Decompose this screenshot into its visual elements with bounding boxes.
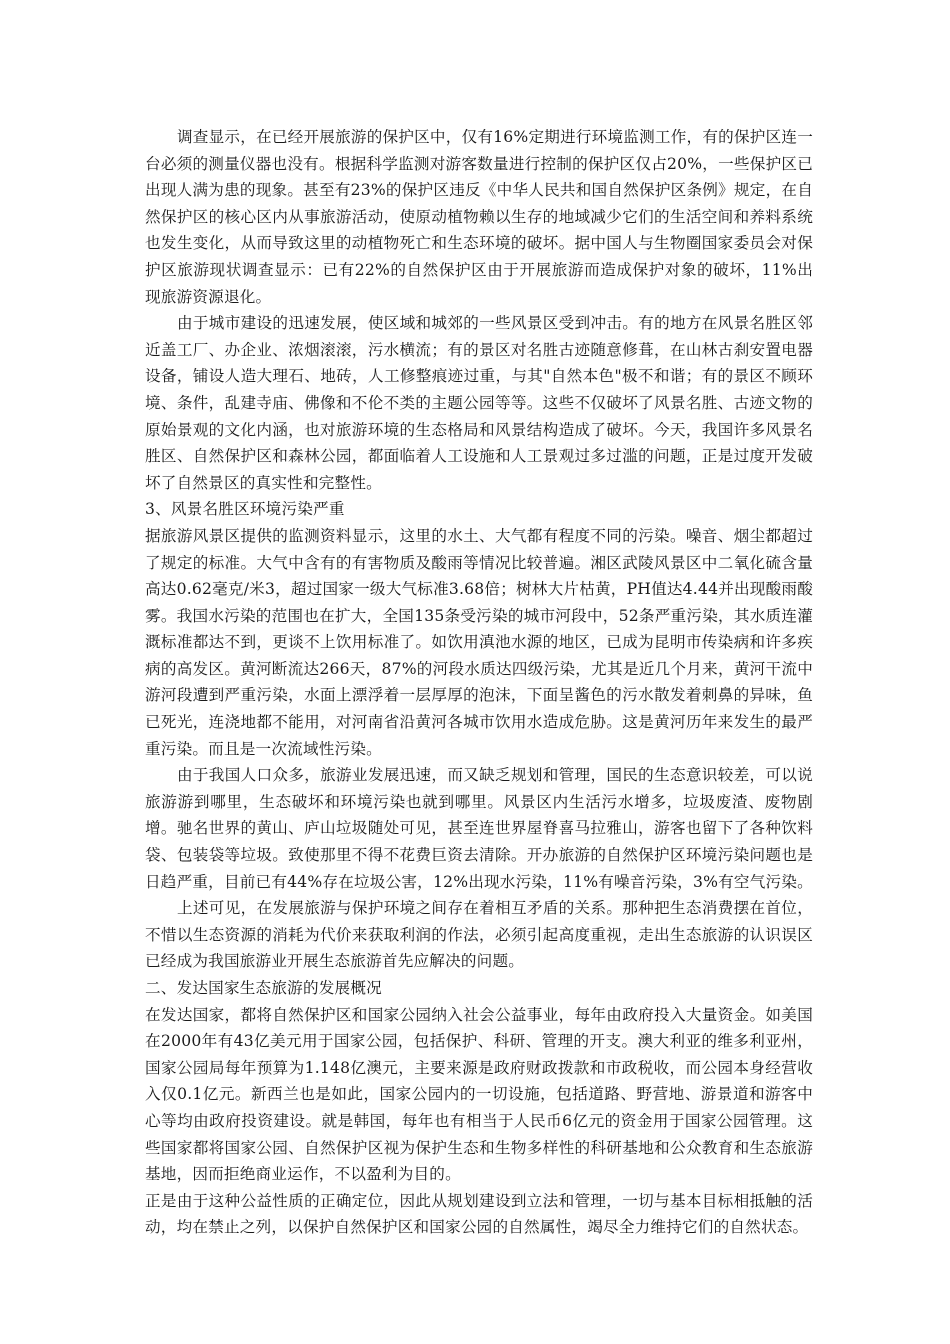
- paragraph-population: 由于我国人口众多，旅游业发展迅速，而又缺乏规划和管理，国民的生态意识较差，可以说旅游游到哪里，生态破坏和环境污染也就到哪里。风景区内生活污水增多，垃圾废渣、废物剧增。驰名世界的黄山、庐山垃圾随处可见，甚至连世界屋脊喜马拉雅山，游客也留下了各种饮料袋、包装袋等垃圾。致使那里不得不花费巨资去清除。开办旅游的自然保护区环境污染问题也是日趋严重，目前已有44%存在垃圾公害，12%出现水污染，11%有噪音污染，3%有空气污染。: [145, 766, 813, 891]
- paragraph-monitoring-data: 据旅游风景区提供的监测资料显示，这里的水土、大气都有程度不同的污染。噪音、烟尘都超过了规定的标准。大气中含有的有害物质及酸雨等情况比较普遍。湘区武陵风景区中二氧化硫含量高达0.62毫克/米3，超过国家一级大气标准3.68倍；树林大片枯黄，PH值达4.44并出现酸雨酸雾。我国水污染的范围也在扩大，全国135条受污染的城市河段中，52条严重污染，其水质连灌溉标准都达不到，更谈不上饮用标准了。如饮用滇池水源的地区，已成为昆明市传染病和许多疾病的高发区。黄河断流达266天，87%的河段水质达四级污染，尤其是近几个月来，黄河干流中游河段遭到严重污染，水面上漂浮着一层厚厚的泡沫，下面呈酱色的污水散发着刺鼻的异味，鱼已死光，连浇地都不能用，对河南省沿黄河各城市饮用水造成危胁。这是黄河历年来发生的最严重污染。而且是一次流域性污染。: [145, 526, 813, 758]
- paragraph-developed-countries: 在发达国家，都将自然保护区和国家公园纳入社会公益事业，每年由政府投入大量资金。如美国在2000年有43亿美元用于国家公园，包括保护、科研、管理的开支。澳大利亚的维多利亚州，国家公园局每年预算为1.148亿澳元，主要来源是政府财政拨款和市政税收，而公园本身经营收入仅0.1亿元。新西兰也是如此，国家公园内的一切设施，包括道路、野营地、游景道和游客中心等均由政府投资建设。就是韩国，每年也有相当于人民币6亿元的资金用于国家公园管理。这些国家都将国家公园、自然保护区视为保护生态和生物多样性的科研基地和公众教育和生态旅游基地，因而拒绝商业运作，不以盈利为目的。: [145, 1005, 813, 1184]
- document-body: [145, 124, 813, 1241]
- paragraph-survey: 调查显示，在已经开展旅游的保护区中，仅有16%定期进行环境监测工作，有的保护区连一台必须的测量仪器也没有。根据科学监测对游客数量进行控制的保护区仅占20%，一些保护区已出现人满为患的现象。甚至有23%的保护区违反《中华人民共和国自然保护区条例》规定，在自然保护区的核心区内从事旅游活动，使原动植物赖以生存的地域减少它们的生活空间和养料系统也发生变化，从而导致这里的动植物死亡和生态环境的破坏。据中国人与生物圈国家委员会对保护区旅游现状调查显示：已有22%的自然保护区由于开展旅游而造成保护对象的破坏，11%出现旅游资源退化。: [145, 128, 813, 306]
- paragraph-urban-construction: 由于城市建设的迅速发展，使区域和城郊的一些风景区受到冲击。有的地方在风景名胜区邻近盖工厂、办企业、浓烟滚滚，污水横流；有的景区对名胜古迹随意修葺，在山林古刹安置电器设备，铺设人造大理石、地砖，人工修整痕迹过重，与其"自然本色"极不和谐；有的景区不顾环境、条件，乱建寺庙、佛像和不伦不类的主题公园等等。这些不仅破坏了风景名胜、古迹文物的原始景观的文化内涵，也对旅游环境的生态格局和风景结构造成了破坏。今天，我国许多风景名胜区、自然保护区和森林公园，都面临着人工设施和人工景观过多过滥的问题，正是过度开发破坏了自然景区的真实性和完整性。: [145, 314, 813, 492]
- paragraph-conclusion: 上述可见，在发展旅游与保护环境之间存在着相互矛盾的关系。那种把生态消费摆在首位，不惜以生态资源的消耗为代价来获取利润的作法，必须引起高度重视，走出生态旅游的认识误区已经成为我国旅游业开展生态旅游首先应解决的问题。: [145, 899, 813, 971]
- paragraph-public-welfare: 正是由于这种公益性质的正确定位，因此从规划建设到立法和管理，一切与基本目标相抵触的活动，均在禁止之列，以保护自然保护区和国家公园的自然属性，竭尽全力维持它们的自然状态。: [145, 1191, 813, 1237]
- section-heading-pollution: 3、风景名胜区环境污染严重: [145, 500, 345, 519]
- section-heading-developed-countries: 二、发达国家生态旅游的发展概况: [145, 979, 382, 997]
